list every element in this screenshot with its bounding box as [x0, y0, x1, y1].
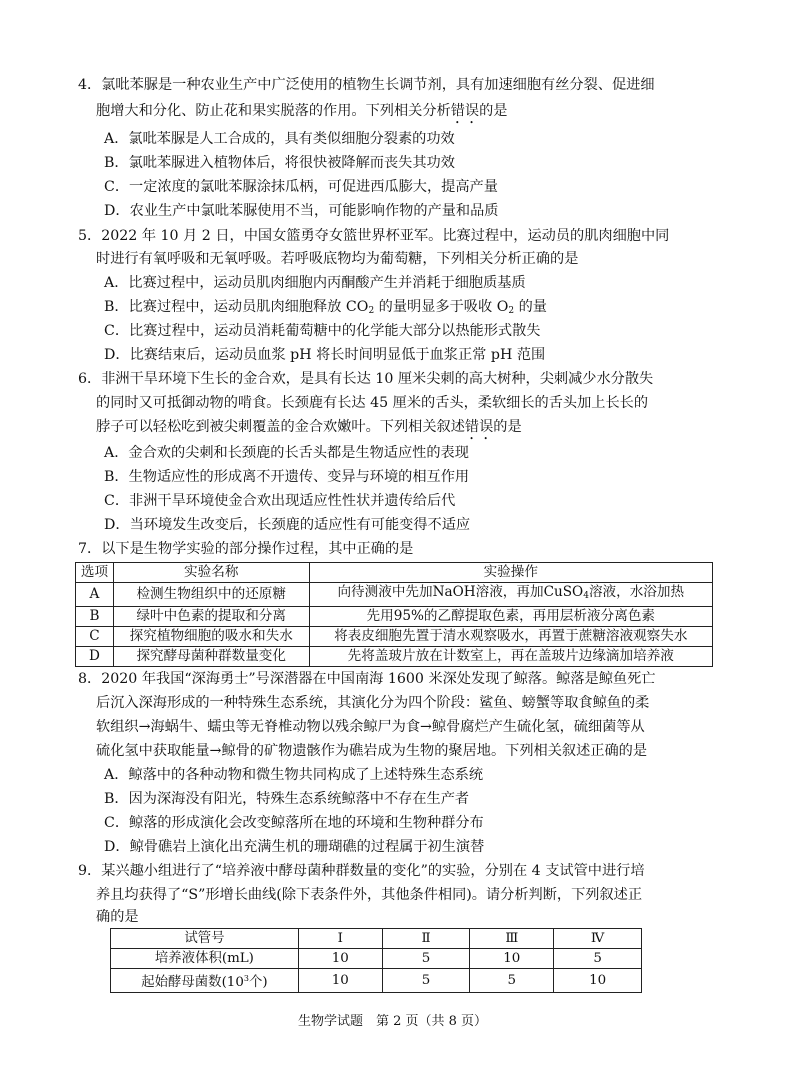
- q6-stem-line-1: 6．非洲干旱环境下生长的金合欢，是具有长达 10 厘米尖刺的高大树种，尖刺减少水分散失: [78, 371, 654, 387]
- q7-header-operation: 实验操作: [309, 563, 712, 583]
- q9-stem-line-2: 养且均获得了“S”形增长曲线(除下表条件外，其他条件相同)。请分析判断，下列叙述正: [96, 887, 643, 903]
- q9-row2-label-sup: 3: [243, 974, 249, 983]
- q9-stem-line-1: 9．某兴趣小组进行了“培养液中酵母菌种群数量的变化”的实验，分别在 4 支试管中进行培: [78, 863, 645, 879]
- q7-row-name: 绿叶中色素的提取和分离: [113, 607, 309, 627]
- q5-stem-line-1: 5．2022 年 10 月 2 日，中国女篮勇夺女篮世界杯亚军。比赛过程中，运动员的肌肉细胞中同: [78, 228, 670, 244]
- q4-stem-text: 胞增大和分化、防止花和果实脱落的作用。下列相关分析: [96, 103, 451, 119]
- q5-b-text-1: B．比赛过程中，运动员肌肉细胞释放 CO: [104, 299, 369, 315]
- q8-stem-line-4: 硫化氢中获取能量→鲸骨的矿物遗骸作为礁岩成为生物的聚居地。下列相关叙述正确的是: [96, 743, 648, 759]
- q4-emphasis: 错误: [450, 103, 480, 119]
- q9-header-tube-4: Ⅳ: [554, 929, 642, 949]
- q9-cell: 5: [470, 969, 554, 993]
- q9-cell: 10: [298, 949, 382, 969]
- q9-header-tube-3: Ⅲ: [470, 929, 554, 949]
- table-row: [76, 647, 713, 667]
- q5-option-d: D．比赛结束后，运动员血浆 pH 将长时间明显低于血浆正常 pH 范围: [104, 347, 546, 363]
- q5-b-sub-1: 2: [368, 306, 375, 316]
- q5-b-sub-2: 2: [508, 306, 515, 316]
- q7-header-option: 选项: [76, 563, 114, 583]
- q6-stem-end: 的是: [493, 419, 522, 435]
- q7-row-option: B: [76, 607, 114, 627]
- q9-cell: 10: [298, 969, 382, 993]
- q7-row-option: A: [76, 583, 114, 607]
- q7-table-header: [76, 563, 713, 583]
- q9-cell: 5: [382, 949, 470, 969]
- q4-option-c: C．一定浓度的氯吡苯脲涂抹瓜柄，可促进西瓜膨大，提高产量: [104, 179, 498, 195]
- q7-row-operation: 先用95%的乙醇提取色素，再用层析液分离色素: [309, 607, 712, 627]
- q5-stem-line-2: 时进行有氧呼吸和无氧呼吸。若呼吸底物均为葡萄糖，下列相关分析正确的是: [96, 251, 579, 267]
- q6-option-c: C．非洲干旱环境使金合欢出现适应性性状并遗传给后代: [104, 493, 456, 509]
- q7-row-operation: 将表皮细胞先置于清水观察吸水，再置于蔗糖溶液观察失水: [309, 627, 712, 647]
- q9-row2-label-text: 起始酵母菌数(10: [141, 975, 244, 990]
- q9-cell: 5: [382, 969, 470, 993]
- table-row: [76, 627, 713, 647]
- q7-row-op-text-2: 溶液，水浴加热: [588, 584, 685, 600]
- q5-option-b: [104, 296, 547, 322]
- q6-stem-text: 脖子可以轻松吃到被尖刺覆盖的金合欢嫩叶。下列相关叙述: [96, 419, 465, 435]
- q7-row-op-text: 向待测液中先加NaOH溶液，再加CuSO: [337, 584, 584, 600]
- q4-stem-line-2: [96, 100, 507, 127]
- q7-row-op-sub: 4: [583, 591, 589, 601]
- q7-header-name: 实验名称: [113, 563, 309, 583]
- q7-row-name: 检测生物组织中的还原糖: [113, 583, 309, 607]
- q7-table: [75, 562, 713, 667]
- q9-cell: 5: [554, 949, 642, 969]
- q7-row-option: D: [76, 647, 114, 667]
- q8-option-a: A．鲸落中的各种动物和微生物共同构成了上述特殊生态系统: [104, 767, 484, 783]
- q8-option-b: B．因为深海没有阳光，特殊生态系统鲸落中不存在生产者: [104, 791, 470, 807]
- q6-option-a: A．金合欢的尖刺和长颈鹿的长舌头都是生物适应性的表现: [104, 445, 469, 461]
- q7-stem: 7．以下是生物学实验的部分操作过程，其中正确的是: [78, 541, 414, 557]
- q7-row-name: 探究植物细胞的吸水和失水: [113, 627, 309, 647]
- q9-stem-line-3: 确的是: [96, 909, 139, 925]
- q5-option-a: A．比赛过程中，运动员肌肉细胞内丙酮酸产生并消耗于细胞质基质: [104, 275, 526, 291]
- q4-stem-line-1: 4．氯吡苯脲是一种农业生产中广泛使用的植物生长调节剂，具有加速细胞有丝分裂、促进细: [78, 77, 655, 93]
- q9-header-tube-1: Ⅰ: [298, 929, 382, 949]
- q9-table-header: [111, 929, 642, 949]
- q9-header-tube-2: Ⅱ: [382, 929, 470, 949]
- q4-option-a: A．氯吡苯脲是人工合成的，具有类似细胞分裂素的功效: [104, 131, 455, 147]
- q9-row2-label-text-2: 个): [248, 975, 268, 990]
- q9-row-label: [111, 969, 299, 993]
- table-row: [76, 607, 713, 627]
- q8-stem-line-1: 8．2020 年我国“深海勇士”号深潜器在中国南海 1600 米深处发现了鲸落。鲸落是鲸鱼死亡: [78, 671, 656, 687]
- q9-row-label: 培养液体积(mL): [111, 949, 299, 969]
- q7-row-operation: [309, 583, 712, 607]
- table-row: [111, 969, 642, 993]
- q6-option-b: B．生物适应性的形成离不开遗传、变异与环境的相互作用: [104, 469, 470, 485]
- q7-row-name: 探究酵母菌种群数量变化: [113, 647, 309, 667]
- q8-stem-line-2: 后沉入深海形成的一种特殊生态系统，其演化分为四个阶段：鲨鱼、螃蟹等取食鲸鱼的柔: [96, 695, 650, 711]
- q9-header-label: 试管号: [111, 929, 299, 949]
- q9-cell: 10: [470, 949, 554, 969]
- q4-option-d: D．农业生产中氯吡苯脲使用不当，可能影响作物的产量和品质: [104, 203, 499, 219]
- q8-stem-line-3: 软组织→海蜗牛、蠕虫等无脊椎动物以残余鲸尸为食→鲸骨腐烂产生硫化氢，硫细菌等从: [96, 719, 645, 735]
- q6-stem-line-2: 的同时又可抵御动物的啃食。长颈鹿有长达 45 厘米的舌头，柔软细长的舌头加上长长的: [96, 395, 649, 411]
- q5-option-c: C．比赛过程中，运动员消耗葡萄糖中的化学能大部分以热能形式散失: [104, 323, 541, 339]
- q4-option-b: B．氯吡苯脲进入植物体后，将很快被降解而丧失其功效: [104, 155, 455, 171]
- q9-cell: 10: [554, 969, 642, 993]
- q6-option-d: D．当环境发生改变后，长颈鹿的适应性有可能变得不适应: [104, 517, 471, 533]
- table-row: [76, 583, 713, 607]
- q6-stem-line-3: [96, 416, 522, 443]
- q4-stem-end: 的是: [479, 103, 508, 119]
- q7-row-option: C: [76, 627, 114, 647]
- q5-b-text-2: 的量明显多于吸收 O: [374, 299, 509, 315]
- q8-option-c: C．鲸落的形成演化会改变鲸落所在地的环境和生物种群分布: [104, 815, 484, 831]
- q5-b-text-3: 的量: [514, 299, 547, 315]
- q9-table: [110, 928, 642, 993]
- q7-row-operation: 先将盖玻片放在计数室上，再在盖玻片边缘滴加培养液: [309, 647, 712, 667]
- q6-emphasis: 错误: [464, 419, 494, 435]
- q8-option-d: D．鲸骨礁岩上演化出充满生机的珊瑚礁的过程属于初生演替: [104, 839, 485, 855]
- table-row: [111, 949, 642, 969]
- page-footer: 生物学试题 第 2 页（共 8 页）: [297, 1014, 488, 1029]
